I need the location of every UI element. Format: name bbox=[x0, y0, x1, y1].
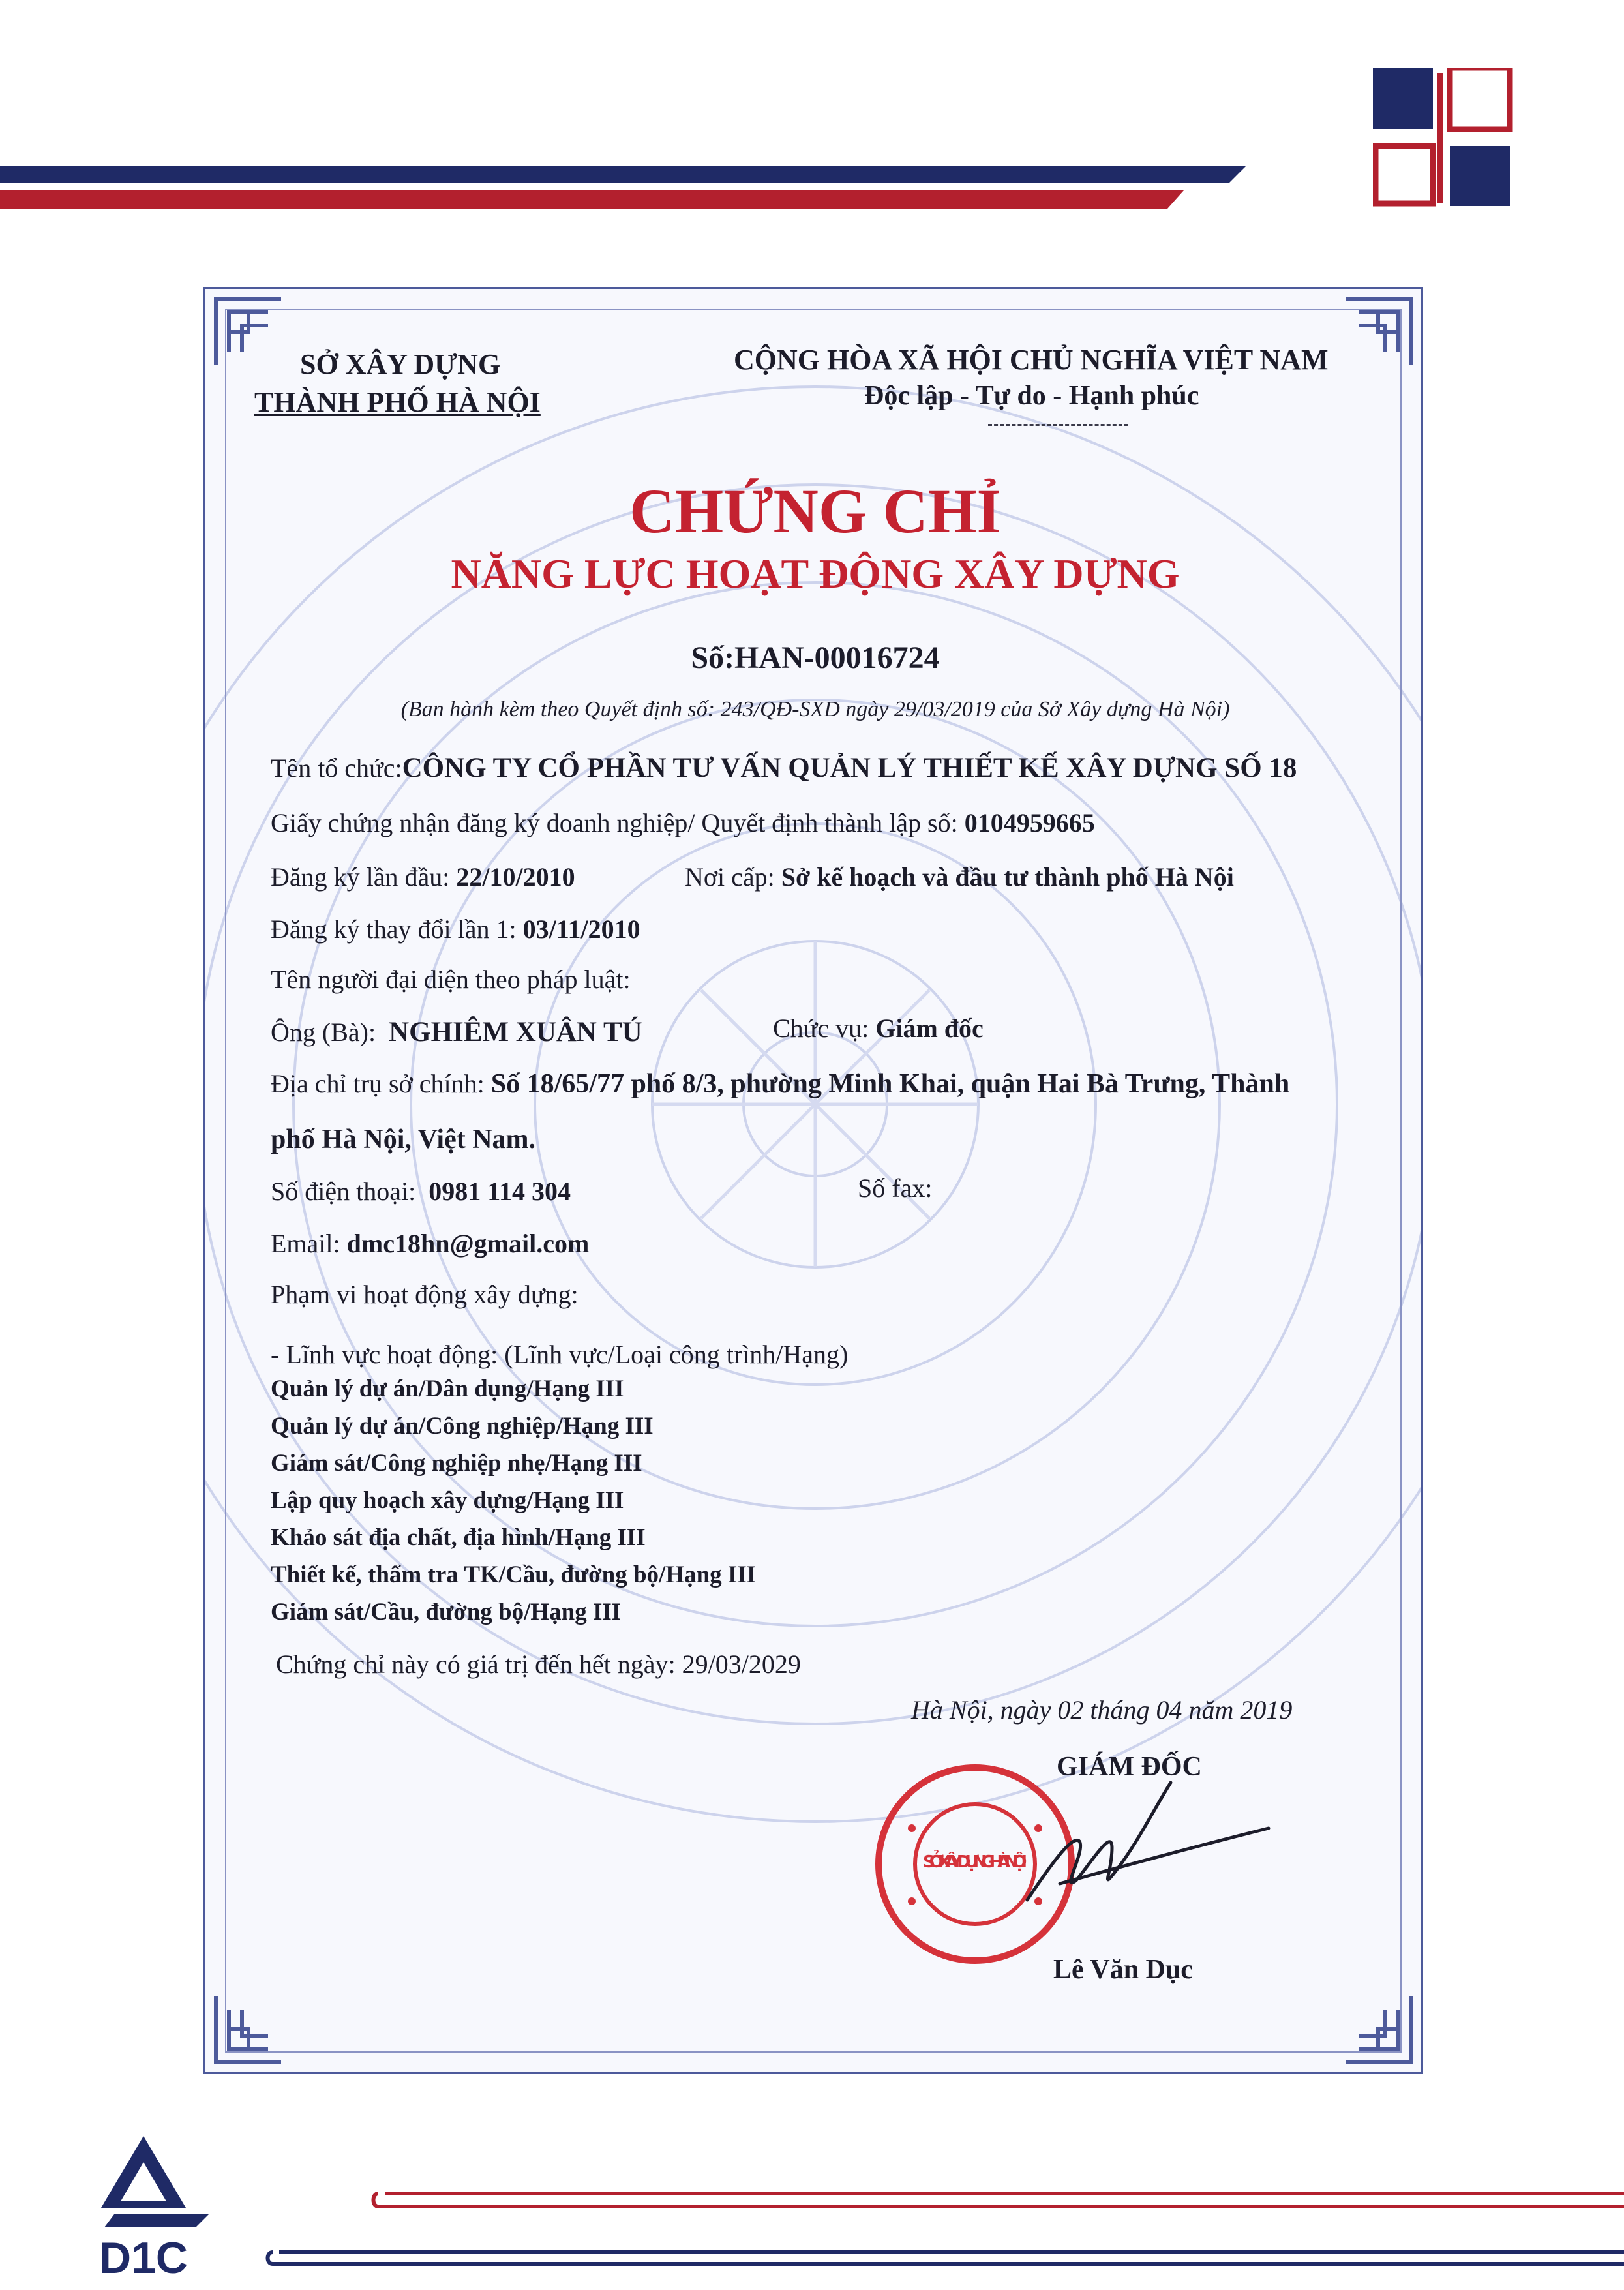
email-value: dmc18hn@gmail.com bbox=[346, 1229, 590, 1258]
field-item: Giám sát/Cầu, đường bộ/Hạng III bbox=[271, 1599, 622, 1625]
position-row bbox=[773, 1013, 984, 1044]
person-value: NGHIÊM XUÂN TÚ bbox=[389, 1017, 642, 1047]
person-row bbox=[271, 1016, 642, 1048]
org-label: Tên tổ chức: bbox=[271, 753, 402, 783]
stamp-text: SỞ XÂY DỰNG HÀ NỘI bbox=[923, 1852, 1027, 1872]
logo-text: D1C bbox=[98, 2233, 188, 2276]
first-reg-label: Đăng ký lần đầu: bbox=[271, 862, 450, 892]
scope-label: Phạm vi hoạt động xây dựng: bbox=[271, 1280, 579, 1309]
issued-by-value: Sở kế hoạch và đầu tư thành phố Hà Nội bbox=[781, 862, 1234, 892]
motto: Độc lập - Tự do - Hạnh phúc bbox=[864, 381, 1199, 411]
change-value: 03/11/2010 bbox=[522, 914, 640, 944]
validity: Chứng chỉ này có giá trị đến hết ngày: 29/03/2029 bbox=[276, 1650, 801, 1679]
decree-note: (Ban hành kèm theo Quyết định số: 243/QĐ-SXD ngày 29/03/2019 của Sở Xây dựng Hà Nội) bbox=[400, 697, 1230, 721]
certificate-title: CHỨNG CHỈ bbox=[629, 476, 1001, 546]
place-date: Hà Nội, ngày 02 tháng 04 năm 2019 bbox=[911, 1695, 1293, 1725]
motto-underline bbox=[988, 424, 1128, 426]
header-stripes bbox=[0, 157, 1304, 215]
address-row bbox=[271, 1068, 1289, 1100]
corner-ornament-br bbox=[1339, 1990, 1417, 2068]
first-reg-value: 22/10/2010 bbox=[456, 862, 575, 892]
person-label: Ông (Bà): bbox=[271, 1017, 376, 1047]
field-item: Quản lý dự án/Dân dụng/Hạng III bbox=[271, 1376, 624, 1402]
issuer-line-1: SỞ XÂY DỰNG bbox=[300, 348, 501, 380]
corner-logo bbox=[1373, 68, 1513, 208]
phone-value: 0981 114 304 bbox=[429, 1177, 571, 1206]
field-label: - Lĩnh vực hoạt động: (Lĩnh vực/Loại công trình/Hạng) bbox=[271, 1340, 849, 1369]
rep-label: Tên người đại diện theo pháp luật: bbox=[271, 965, 631, 994]
field-item: Thiết kế, thẩm tra TK/Cầu, đường bộ/Hạng III bbox=[271, 1561, 757, 1588]
corner-ornament-tl bbox=[209, 293, 288, 371]
phone-row bbox=[271, 1176, 571, 1207]
corner-ornament-bl bbox=[209, 1990, 288, 2068]
corner-ornament-tr bbox=[1339, 293, 1417, 371]
license-label: Giấy chứng nhận đăng ký doanh nghiệp/ Quyết định thành lập số: bbox=[271, 808, 958, 837]
address-value-1: Số 18/65/77 phố 8/3, phường Minh Khai, quận Hai Bà Trưng, Thành bbox=[490, 1069, 1290, 1099]
issuer-line-2: THÀNH PHỐ HÀ NỘI bbox=[254, 386, 541, 418]
signer-name: Lê Văn Dục bbox=[1053, 1955, 1193, 1985]
footer-lines bbox=[261, 2188, 1624, 2267]
company-logo bbox=[78, 2136, 209, 2276]
org-value: CÔNG TY CỔ PHẦN TƯ VẤN QUẢN LÝ THIẾT KẾ XÂY DỰNG SỐ 18 bbox=[402, 753, 1297, 783]
position-value: Giám đốc bbox=[875, 1014, 984, 1043]
signature bbox=[1014, 1770, 1275, 1920]
field-item: Khảo sát địa chất, địa hình/Hạng III bbox=[271, 1524, 646, 1551]
certificate-number: Số:HAN-00016724 bbox=[691, 640, 940, 675]
email-label: Email: bbox=[271, 1229, 340, 1258]
first-reg-row bbox=[271, 862, 575, 892]
issued-by-label: Nơi cấp: bbox=[685, 862, 775, 892]
certificate-subtitle: NĂNG LỰC HOẠT ĐỘNG XÂY DỰNG bbox=[451, 550, 1180, 597]
org-row bbox=[271, 752, 1297, 784]
address-label: Địa chỉ trụ sở chính: bbox=[271, 1069, 485, 1098]
change-label: Đăng ký thay đổi lần 1: bbox=[271, 914, 517, 944]
field-item: Quản lý dự án/Công nghiệp/Hạng III bbox=[271, 1413, 654, 1439]
phone-label: Số điện thoại: bbox=[271, 1177, 416, 1206]
field-item: Giám sát/Công nghiệp nhẹ/Hạng III bbox=[271, 1450, 642, 1477]
position-label: Chức vụ: bbox=[773, 1014, 869, 1043]
email-row bbox=[271, 1228, 589, 1259]
change-row bbox=[271, 914, 640, 944]
license-value: 0104959665 bbox=[964, 808, 1095, 837]
issued-by-row bbox=[685, 862, 1234, 892]
nation-name: CỘNG HÒA XÃ HỘI CHỦ NGHĨA VIỆT NAM bbox=[734, 344, 1329, 376]
license-row bbox=[271, 807, 1095, 838]
certificate bbox=[203, 287, 1423, 2074]
fax-label: Số fax: bbox=[858, 1173, 933, 1203]
address-value-2: phố Hà Nội, Việt Nam. bbox=[271, 1124, 536, 1154]
field-item: Lập quy hoạch xây dựng/Hạng III bbox=[271, 1487, 624, 1514]
signer-title: GIÁM ĐỐC bbox=[1057, 1752, 1202, 1782]
